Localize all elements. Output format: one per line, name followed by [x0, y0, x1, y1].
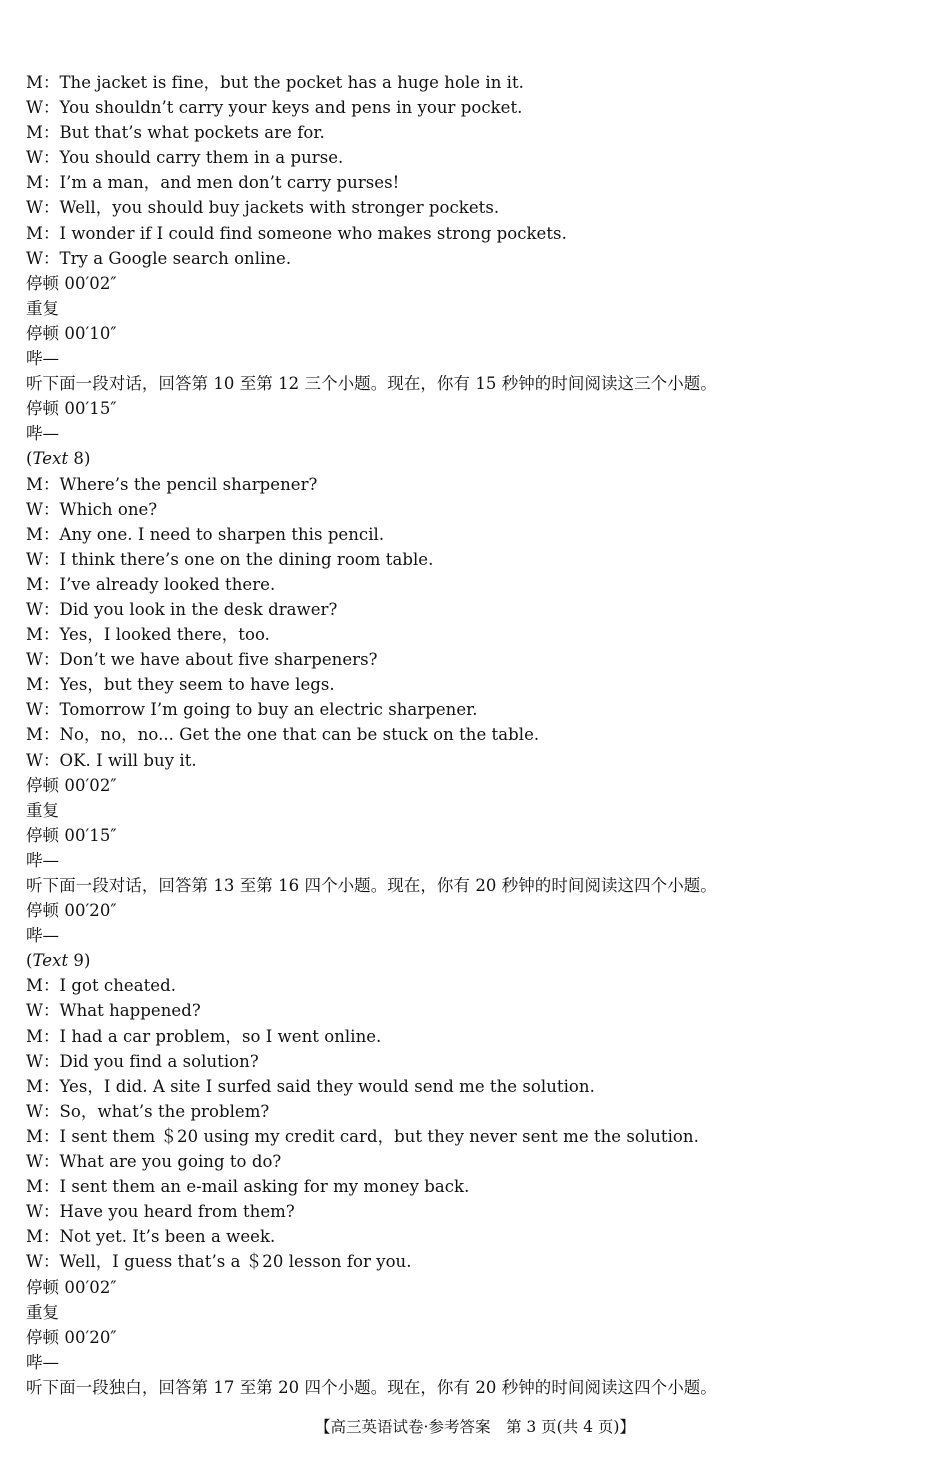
line-text: 停顿 00′02″ — [26, 775, 117, 795]
transcript-line — [26, 396, 926, 421]
transcript-line — [26, 271, 926, 296]
transcript-line — [26, 221, 926, 246]
line-text: M：But that’s what pockets are for. — [26, 123, 325, 143]
transcript-line — [26, 95, 926, 120]
transcript-line — [26, 1049, 926, 1074]
transcript-line — [26, 798, 926, 823]
transcript-line — [26, 748, 926, 773]
transcript-line — [26, 1149, 926, 1174]
line-text: 停顿 00′20″ — [26, 901, 117, 921]
transcript-line — [26, 497, 926, 522]
line-text: 停顿 00′15″ — [26, 825, 117, 845]
transcript-line — [26, 522, 926, 547]
text-number: 9) — [68, 951, 91, 971]
line-text: M：Yes，I did. A site I surfed said they would send me the solution. — [26, 1076, 595, 1096]
line-text: M：I’ve already looked there. — [26, 574, 276, 594]
line-text: M：I got cheated. — [26, 976, 177, 996]
line-text: W：OK. I will buy it. — [26, 750, 197, 770]
line-text: M：I’m a man，and men don’t carry purses! — [26, 173, 400, 193]
transcript-line — [26, 672, 926, 697]
transcript-line — [26, 873, 926, 898]
line-text: W：So，what’s the problem? — [26, 1101, 270, 1121]
transcript-line — [26, 973, 926, 998]
line-text: ( — [26, 951, 33, 971]
line-text: 停顿 00′20″ — [26, 1327, 117, 1347]
line-text: W：Don’t we have about five sharpeners? — [26, 650, 378, 670]
transcript-line — [26, 572, 926, 597]
line-text: ( — [26, 449, 33, 469]
line-text: M：No，no，no... Get the one that can be stuck on the table. — [26, 725, 540, 745]
transcript-line — [26, 1350, 926, 1375]
line-text: 哔— — [26, 1352, 60, 1372]
line-text: 停顿 00′10″ — [26, 323, 117, 343]
transcript-line — [26, 296, 926, 321]
transcript-line — [26, 1199, 926, 1224]
transcript-line — [26, 472, 926, 497]
transcript-line — [26, 145, 926, 170]
transcript-line — [26, 622, 926, 647]
text-number: 8) — [68, 449, 91, 469]
line-text: 听下面一段对话，回答第 13 至第 16 四个小题。现在，你有 20 秒钟的时间阅读这四个小题。 — [26, 876, 717, 895]
transcript-line — [26, 1300, 926, 1325]
transcript-page — [26, 70, 926, 1400]
line-text: 重复 — [26, 298, 60, 318]
line-text: W：Which one? — [26, 499, 158, 519]
line-text: W：What happened? — [26, 1001, 201, 1021]
transcript-line — [26, 1074, 926, 1099]
transcript-line — [26, 371, 926, 396]
line-text: 停顿 00′02″ — [26, 1277, 117, 1297]
transcript-line — [26, 722, 926, 747]
line-text: M：Not yet. It’s been a week. — [26, 1227, 276, 1247]
transcript-line — [26, 1224, 926, 1249]
transcript-line — [26, 547, 926, 572]
transcript-line — [26, 998, 926, 1023]
transcript-line — [26, 346, 926, 371]
line-text: W：Well，I guess that’s a ＄20 lesson for you. — [26, 1252, 412, 1272]
transcript-line — [26, 120, 926, 145]
transcript-line — [26, 898, 926, 923]
transcript-line — [26, 1024, 926, 1049]
transcript-line — [26, 1275, 926, 1300]
line-text: W：You should carry them in a purse. — [26, 148, 344, 168]
transcript-line — [26, 597, 926, 622]
page-footer: 【高三英语试卷·参考答案 第 3 页(共 4 页)】 — [315, 1418, 635, 1436]
line-text: W：Tomorrow I’m going to buy an electric sharpener. — [26, 700, 478, 720]
transcript-line — [26, 773, 926, 798]
line-text: 停顿 00′02″ — [26, 273, 117, 293]
line-text: M：The jacket is fine，but the pocket has a huge hole in it. — [26, 73, 524, 92]
line-text: W：Did you look in the desk drawer? — [26, 599, 338, 619]
transcript-line — [26, 697, 926, 722]
line-text: W：Well，you should buy jackets with stronger pockets. — [26, 198, 500, 218]
transcript-line — [26, 647, 926, 672]
transcript-line — [26, 1375, 926, 1400]
line-text: 哔— — [26, 926, 60, 946]
line-text: W：You shouldn’t carry your keys and pens in your pocket. — [26, 98, 523, 118]
line-text: W：Have you heard from them? — [26, 1202, 295, 1222]
transcript-line — [26, 923, 926, 948]
line-text: 哔— — [26, 349, 60, 369]
line-text: W：Did you find a solution? — [26, 1051, 259, 1071]
transcript-line — [26, 421, 926, 446]
line-text: M：Yes，but they seem to have legs. — [26, 675, 335, 695]
line-text: W：Try a Google search online. — [26, 248, 292, 268]
line-text: M：Where’s the pencil sharpener? — [26, 474, 318, 494]
line-text: M：Any one. I need to sharpen this pencil. — [26, 524, 385, 544]
transcript-line — [26, 948, 926, 973]
transcript-line — [26, 321, 926, 346]
line-text: M：I had a car problem，so I went online. — [26, 1026, 382, 1046]
text-label: Text — [32, 951, 69, 971]
line-text: 停顿 00′15″ — [26, 399, 117, 419]
transcript-line — [26, 1099, 926, 1124]
transcript-line — [26, 823, 926, 848]
text-label: Text — [32, 449, 69, 469]
line-text: 哔— — [26, 424, 60, 444]
transcript-line — [26, 70, 926, 95]
line-text: M：Yes，I looked there，too. — [26, 625, 270, 645]
transcript-line — [26, 170, 926, 195]
line-text: W：I think there’s one on the dining room table. — [26, 549, 434, 569]
transcript-line — [26, 195, 926, 220]
transcript-line — [26, 1325, 926, 1350]
line-text: 听下面一段独白，回答第 17 至第 20 四个小题。现在，你有 20 秒钟的时间阅读这四个小题。 — [26, 1377, 717, 1397]
transcript-line — [26, 246, 926, 271]
line-text: 重复 — [26, 1302, 60, 1322]
line-text: 哔— — [26, 850, 60, 870]
line-text: M：I sent them ＄20 using my credit card，but they never sent me the solution. — [26, 1126, 699, 1146]
transcript-line — [26, 848, 926, 873]
line-text: M：I wonder if I could find someone who makes strong pockets. — [26, 223, 567, 243]
line-text: 重复 — [26, 800, 60, 820]
line-text: W：What are you going to do? — [26, 1152, 282, 1172]
line-text: M：I sent them an e-mail asking for my money back. — [26, 1177, 470, 1197]
transcript-line — [26, 446, 926, 471]
transcript-line — [26, 1174, 926, 1199]
transcript-line — [26, 1249, 926, 1274]
transcript-line — [26, 1124, 926, 1149]
line-text: 听下面一段对话，回答第 10 至第 12 三个小题。现在，你有 15 秒钟的时间阅读这三个小题。 — [26, 374, 717, 394]
